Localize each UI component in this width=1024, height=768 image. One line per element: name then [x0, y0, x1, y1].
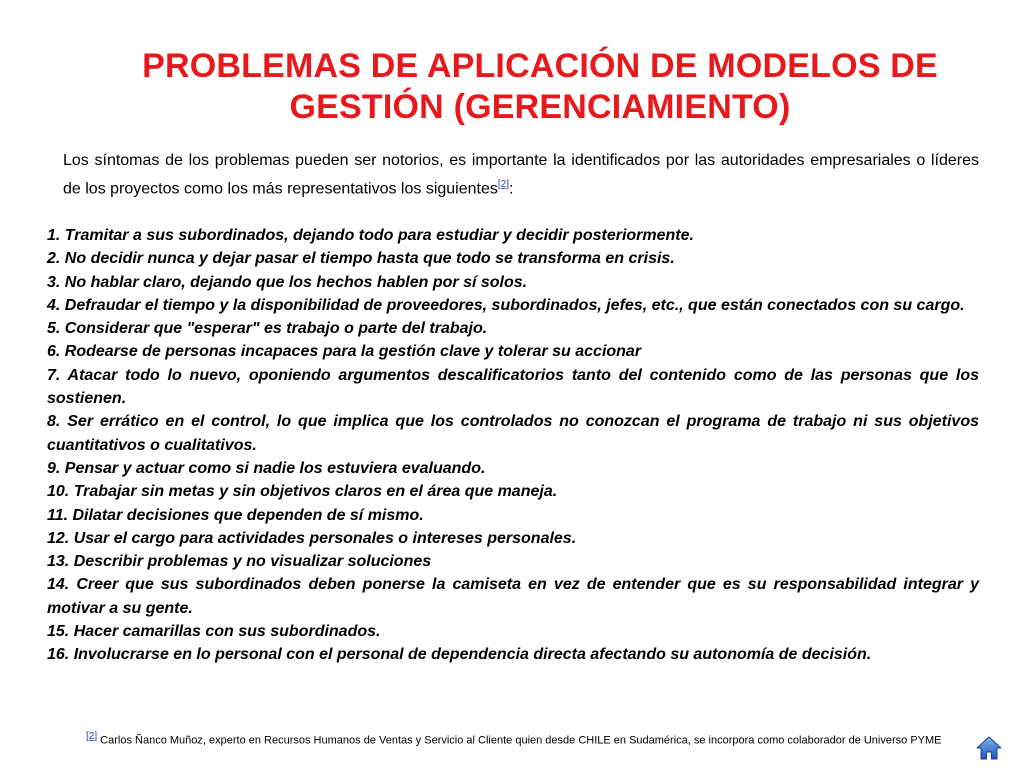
- intro-text: Los síntomas de los problemas pueden ser notorios, es importante la identificados por las autoridades empresariales o líderes de los proyectos como los más representativos los siguientes: [63, 152, 979, 198]
- intro-paragraph: [63, 150, 979, 200]
- list-item: 1. Tramitar a sus subordinados, dejando todo para estudiar y decidir posteriormente.: [47, 227, 694, 244]
- list-item: 2. No decidir nunca y dejar pasar el tiempo hasta que todo se transforma en crisis.: [47, 250, 675, 268]
- list-item: 14. Creer que sus subordinados deben ponerse la camiseta en vez de entender que es su responsabilidad integrar y motivar a su gente.: [47, 576, 979, 617]
- list-item: 16. Involucrarse en lo personal con el personal de dependencia directa afectando su autonomía de decisión.: [47, 646, 872, 664]
- slide-title: [90, 46, 990, 128]
- list-item: 4. Defraudar el tiempo y la disponibilidad de proveedores, subordinados, jefes, etc., que están conectados con su cargo.: [47, 296, 965, 314]
- problems-list: [47, 224, 979, 667]
- slide-title-line-1: PROBLEMAS DE APLICACIÓN DE MODELOS DE: [142, 47, 938, 85]
- list-item: 9. Pensar y actuar como si nadie los estuviera evaluando.: [47, 459, 486, 477]
- list-item: 5. Considerar que "esperar" es trabajo o parte del trabajo.: [47, 320, 488, 338]
- list-item: 10. Trabajar sin metas y sin objetivos claros en el área que maneja.: [47, 483, 558, 501]
- list-item: 12. Usar el cargo para actividades personales o intereses personales.: [47, 529, 577, 547]
- list-item: 11. Dilatar decisiones que dependen de sí mismo.: [47, 506, 424, 524]
- footnote-text: Carlos Ñanco Muñoz, experto en Recursos Humanos de Ventas y Servicio al Cliente quien desde CHILE en Sudamérica, se incorpora como colaborador de Universo PYME: [97, 734, 942, 747]
- intro-colon: :: [509, 180, 514, 198]
- list-item: 8. Ser errático en el control, lo que implica que los controlados no conozcan el programa de trabajo ni sus objetivos cuantitativos o cualitativos.: [47, 413, 979, 454]
- footnote-reference: [86, 731, 97, 741]
- list-item: 6. Rodearse de personas incapaces para la gestión clave y tolerar su accionar: [47, 343, 642, 361]
- intro-reference-link[interactable]: [2]: [497, 179, 509, 190]
- list-item: 3. No hablar claro, dejando que los hechos hablen por sí solos.: [47, 273, 528, 291]
- intro-reference: [498, 175, 509, 190]
- list-item: 15. Hacer camarillas con sus subordinados.: [47, 623, 381, 641]
- home-button[interactable]: [976, 736, 1002, 760]
- footnote-reference-link[interactable]: [2]: [86, 731, 98, 742]
- home-icon: [976, 736, 1002, 760]
- footnote: [86, 729, 981, 748]
- slide-title-line-2: GESTIÓN (GERENCIAMIENTO): [289, 88, 791, 126]
- list-item: 7. Atacar todo lo nuevo, oponiendo argumentos descalificatorios tanto del contenido como de las personas que los sostienen.: [47, 366, 979, 408]
- list-item: 13. Describir problemas y no visualizar soluciones: [47, 553, 432, 571]
